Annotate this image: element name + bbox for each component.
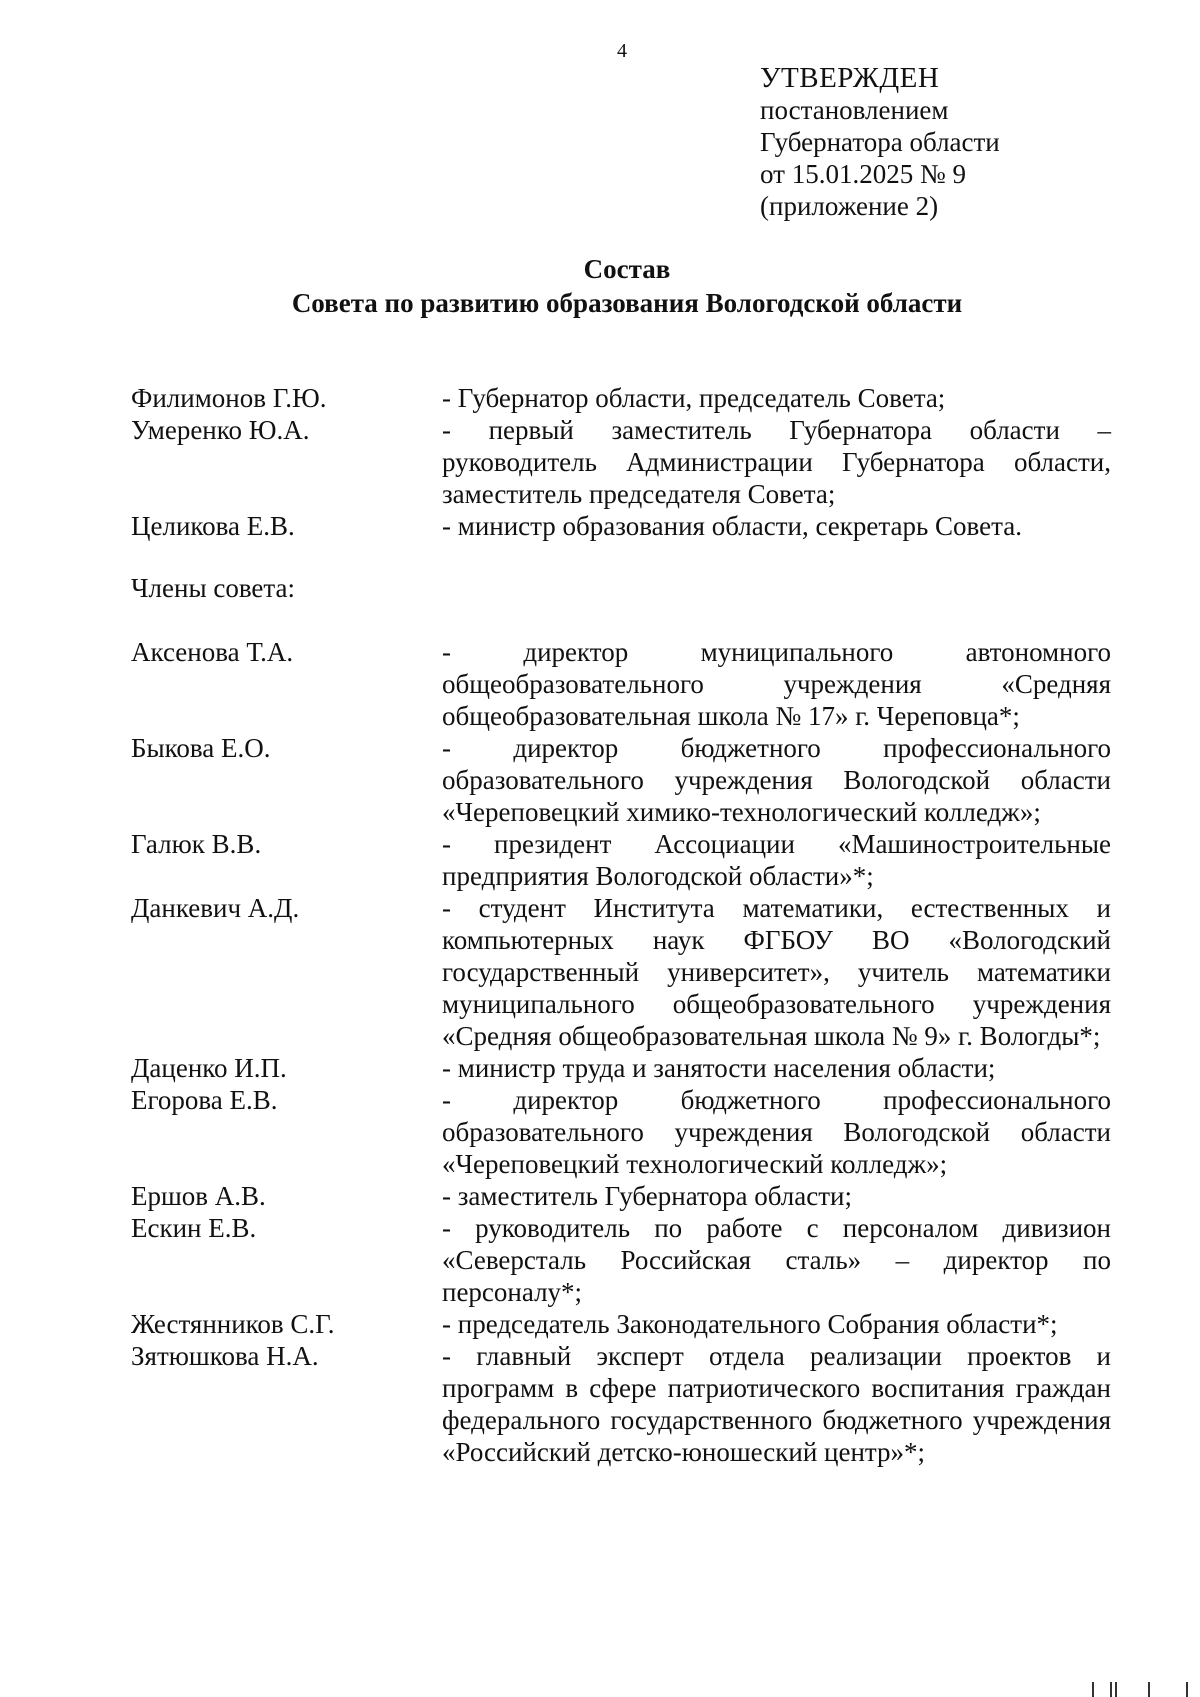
title-line-2: Совета по развитию образования Вологодской области <box>291 288 963 318</box>
roster-entry <box>131 414 1111 510</box>
roster-entry <box>131 732 1111 828</box>
person-name: Аксенова Т.А. <box>131 637 294 667</box>
scan-mark <box>1092 1682 1094 1697</box>
approval-line: Губернатора области <box>760 127 1000 157</box>
page-number: 4 <box>617 40 627 62</box>
roster-entry <box>131 1340 1111 1468</box>
person-name: Филимонов Г.Ю. <box>131 383 327 413</box>
person-name: Быкова Е.О. <box>131 733 271 763</box>
roster-entry <box>131 828 1111 892</box>
person-role: - министр образования области, секретарь Совета. <box>442 511 1022 541</box>
person-role: - директор бюджетного профессионального образовательного учреждения Вологодской области «Череповецкий химико-технологический колледж»; <box>442 733 1111 827</box>
council-roster <box>131 382 1111 1468</box>
approval-line: (приложение 2) <box>760 191 939 221</box>
person-name: Зятюшкова Н.А. <box>131 1341 319 1371</box>
person-role: - Губернатор области, председатель Совета; <box>442 383 946 413</box>
roster-entry <box>131 1180 1111 1212</box>
roster-entry <box>131 1212 1111 1308</box>
person-name: Целикова Е.В. <box>131 511 295 541</box>
person-role: - президент Ассоциации «Машиностроительные предприятия Вологодской области»*; <box>442 829 1111 891</box>
approval-stamp <box>760 62 1000 222</box>
person-role: - директор муниципального автономного общеобразовательного учреждения «Средняя общеобразовательная школа № 17» г. Череповца*; <box>442 637 1111 731</box>
members-label: Члены совета: <box>131 573 296 603</box>
document-title <box>0 252 1200 320</box>
title-line-1: Состав <box>583 254 671 284</box>
person-role: - заместитель Губернатора области; <box>442 1181 852 1211</box>
roster-entry <box>131 892 1111 1052</box>
approval-line: постановлением <box>760 95 949 125</box>
roster-entry <box>131 1052 1111 1084</box>
person-name: Ескин Е.В. <box>131 1213 257 1243</box>
person-role: - председатель Законодательного Собрания области*; <box>442 1309 1058 1339</box>
person-role: - студент Института математики, естественных и компьютерных наук ФГБОУ ВО «Вологодский государственный университет», учитель математики муниципального общеобразовательного учреждения «Средняя общеобразовательная школа № 9» г. Вологды*; <box>442 893 1111 1051</box>
approval-heading: УТВЕРЖДЕН <box>760 62 940 94</box>
person-role: - руководитель по работе с персоналом дивизион «Северсталь Российская сталь» – директор по персоналу*; <box>442 1213 1111 1307</box>
roster-entry <box>131 1084 1111 1180</box>
person-name: Данкевич А.Д. <box>131 893 300 923</box>
roster-entry <box>131 382 1111 414</box>
person-name: Галюк В.В. <box>131 829 262 859</box>
scan-mark <box>1110 1682 1112 1697</box>
person-role: - директор бюджетного профессионального образовательного учреждения Вологодской области «Череповецкий технологический колледж»; <box>442 1085 1111 1179</box>
person-name: Даценко И.П. <box>131 1053 287 1083</box>
roster-entry <box>131 1308 1111 1340</box>
roster-entry <box>131 636 1111 732</box>
scan-mark <box>1115 1682 1117 1697</box>
person-role: - первый заместитель Губернатора области – руководитель Администрации Губернатора области, заместитель председателя Совета; <box>442 415 1111 509</box>
person-role: - министр труда и занятости населения области; <box>442 1053 996 1083</box>
person-name: Егорова Е.В. <box>131 1085 278 1115</box>
scan-mark <box>1186 1682 1188 1697</box>
person-name: Умеренко Ю.А. <box>131 415 310 445</box>
person-role: - главный эксперт отдела реализации проектов и программ в сфере патриотического воспитания граждан федерального государственного бюджетного учреждения «Российский детско-юношеский центр»*; <box>442 1341 1111 1467</box>
approval-date-line: от 15.01.2025 № 9 <box>760 159 966 189</box>
roster-entry <box>131 510 1111 542</box>
person-name: Ершов А.В. <box>131 1181 266 1211</box>
person-name: Жестянников С.Г. <box>131 1309 335 1339</box>
scan-edge-marks <box>1040 1682 1200 1697</box>
scan-mark <box>1148 1682 1150 1697</box>
